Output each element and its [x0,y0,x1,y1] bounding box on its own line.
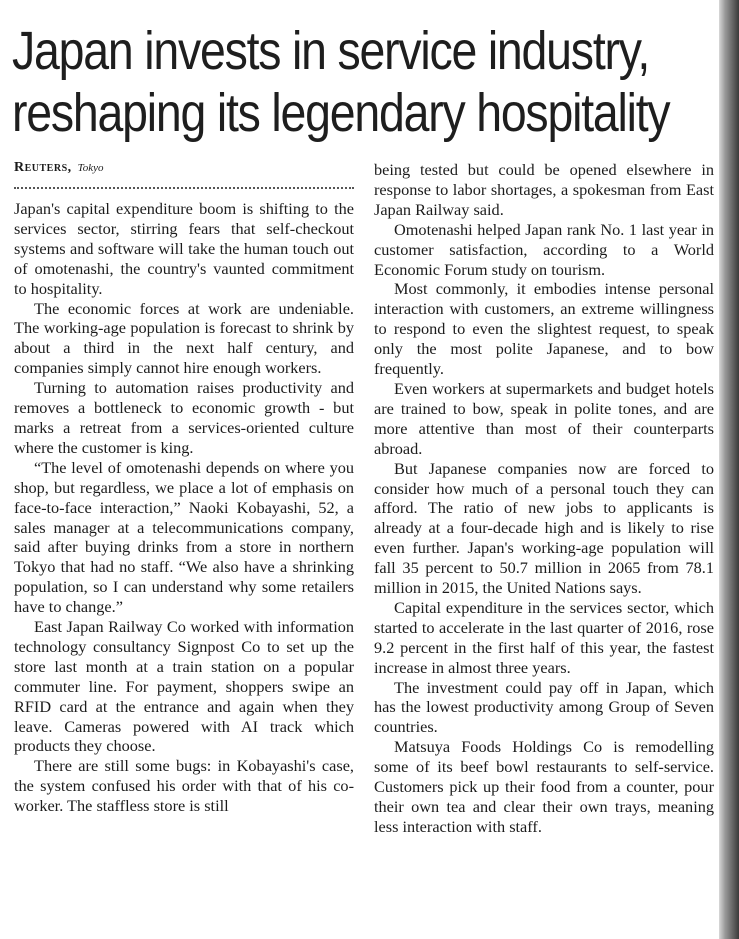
page-edge-shadow [719,0,739,939]
byline-location: Tokyo [77,162,104,174]
byline-agency: Reuters, [14,160,72,175]
headline-line-1: Japan invests in service industry, [12,21,650,81]
paragraph: The economic forces at work are undeniable. The working-age population is forecast to shrink by about a third in the next half century, and companies simply cannot hire enough workers. [14,298,354,378]
byline [14,160,104,176]
paragraph: There are still some bugs: in Kobayashi's case, the system confused his order with that of his co-worker. The staffless store is still [14,756,354,816]
paragraph: Even workers at supermarkets and budget hotels are trained to bow, speak in polite tones, and are more attentive than most of their counterparts abroad. [374,378,714,458]
paragraph: Capital expenditure in the services sector, which started to accelerate in the last quarter of 2016, rose 9.2 percent in the first half of this year, the fastest increase in almost three years. [374,597,714,677]
paragraph: The investment could pay off in Japan, which has the lowest productivity among Group of Seven countries. [374,677,714,737]
paragraph: East Japan Railway Co worked with information technology consultancy Signpost Co to set up the store last month at a train station on a popular commuter line. For payment, shoppers swipe an RFID card at the entrance and again when they leave. Cameras powered with AI track which products they choose. [14,617,354,756]
byline-divider [14,187,354,189]
paragraph: Omotenashi helped Japan rank No. 1 last year in customer satisfaction, according to a World Economic Forum study on tourism. [374,219,714,279]
article-column-right [374,160,714,837]
paragraph: Turning to automation raises productivity and removes a bottleneck to economic growth - but marks a retreat from a services-oriented culture where the customer is king. [14,378,354,457]
article-column-left [14,199,354,816]
paragraph: Most commonly, it embodies intense personal interaction with customers, an extreme willingness to respond to even the slightest request, to speak only the most polite Japanese, and to bow frequently. [374,279,714,379]
paragraph: “The level of omotenashi depends on where you shop, but regardless, we place a lot of emphasis on face-to-face interaction,” Naoki Kobayashi, 52, a sales manager at a telecommunications company, said after buying drinks from a store in northern Tokyo that had no staff. “We also have a shrinking population, so I can understand why some retailers have to change.” [14,457,354,617]
paragraph: But Japanese companies now are forced to consider how much of a personal touch they can afford. The ratio of new jobs to applicants is already at a four-decade high and is likely to rise even further. Japan's working-age population will fall 35 percent to 50.7 million in 2065 from 78.1 million in 2015, the United Nations says. [374,458,714,598]
paragraph: Japan's capital expenditure boom is shifting to the services sector, stirring fears that self-checkout systems and software will take the human touch out of omotenashi, the country's vaunted commitment to hospitality. [14,199,354,298]
headline-line-2: reshaping its legendary hospitality [12,83,670,143]
paragraph: Matsuya Foods Holdings Co is remodelling some of its beef bowl restaurants to self-service. Customers pick up their food from a counter, pour their own tea and clear their own trays, meaning less interaction with staff. [374,737,714,836]
paragraph: being tested but could be opened elsewhere in response to labor shortages, a spokesman from East Japan Railway said. [374,160,714,219]
headline [12,20,670,144]
